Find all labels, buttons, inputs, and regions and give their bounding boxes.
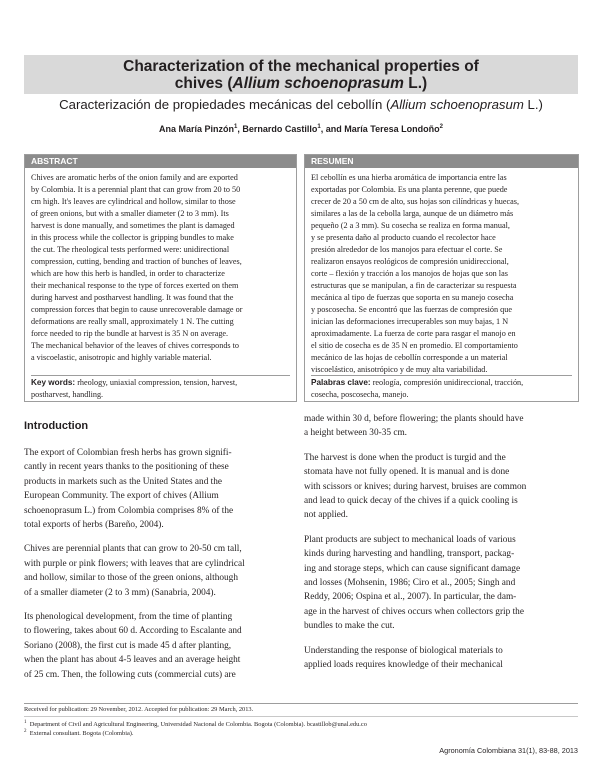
resumen-heading: RESUMEN: [305, 155, 578, 168]
resumen-divider: [311, 375, 572, 376]
body-line: a height between 30-35 cm.: [304, 428, 408, 439]
body-line: Soriano (2008), the first cut is made 45 d after planting,: [24, 640, 232, 651]
abstract-keywords: Key words: rheology, uniaxial compression, tension, harvest, postharvest, handling.: [31, 378, 238, 399]
abstract-line: which are how this herb is handled, in order to characterize: [31, 269, 225, 278]
body-line: kinds during harvesting and handling, transport, packag-: [304, 549, 515, 560]
resumen-line: pequeño (2 a 3 mm). Su cosecha se realiza en forma manual,: [311, 221, 510, 230]
abstract-line: compression, cutting, bending and traction of bunches of leaves,: [31, 257, 242, 266]
body-line: to flowering, takes about 60 d. According to Escalante and: [24, 626, 242, 637]
footnote-rule-2: [24, 716, 578, 717]
abstract-line: of green onions, but with a smaller diameter (2 to 3 mm). Its: [31, 209, 229, 218]
resumen-line: exportadas por Colombia. Es una planta perenne, que puede: [311, 185, 508, 194]
resumen-line: el sitio de cosecha es de 35 N en promedio. El comportamiento: [311, 341, 518, 350]
abstract-line: their mechanical response to the type of forces exerted on them: [31, 281, 239, 290]
resumen-line: aproximadamente. La fuerza de corte para rasgar el manojo en: [311, 329, 516, 338]
resumen-line: y se presenta daño al producto cuando el recolector hace: [311, 233, 496, 242]
spanish-subtitle: Caracterización de propiedades mecánicas del cebollín (Allium schoenoprasum L.): [59, 97, 543, 112]
body-line: Its phenological development, from the time of planting: [24, 612, 233, 623]
abstract-text: [31, 172, 289, 364]
body-line: of 25 cm. Then, the following cuts (commercial cuts) are: [24, 669, 236, 680]
body-line: of a smaller diameter (2 to 3 mm) (Sanabria, 2004).: [24, 587, 216, 598]
resumen-line: crecer de 20 a 50 cm de alto, sus hojas son cilíndricas y huecas,: [311, 197, 520, 206]
body-line: when the plant has about 4-5 leaves and an average height: [24, 655, 241, 666]
abstract-line: The mechanical behavior of the leaves of chives corresponds to: [31, 341, 240, 350]
abstract-line: during harvest and postharvest handling. It was found that the: [31, 293, 234, 302]
body-line: [304, 441, 578, 451]
resumen-line: y poscosecha. Se encontró que las fuerzas de compresión que: [311, 305, 512, 314]
abstract-divider: [31, 375, 290, 376]
body-line: Chives are perennial plants that can grow to 20-50 cm tall,: [24, 544, 242, 555]
body-line: bundles to make the cut.: [304, 621, 395, 632]
body-line: Plant products are subject to mechanical loads of various: [304, 534, 516, 545]
resumen-keywords: Palabras clave: reología, compresión unidireccional, tracción, cosecha, poscosecha, manejo.: [311, 378, 524, 399]
resumen-line: realizaron ensayos reológicos de compresión unidireccional,: [311, 257, 509, 266]
resumen-text: [311, 172, 573, 376]
body-line: applied loads requires knowledge of their mechanical: [304, 660, 503, 671]
body-line: total exports of herbs (Bareño, 2004).: [24, 520, 164, 531]
abstract-line: in this process while the collector is gripping bundles to make: [31, 233, 234, 242]
resumen-box: [304, 154, 579, 402]
body-line: with scissors or knives; during harvest, bruises are common: [304, 481, 527, 492]
abstract-heading: ABSTRACT: [25, 155, 296, 168]
resumen-line: viscoelástico, anisotrópico y de muy alta variabilidad.: [311, 365, 488, 374]
footnote-rule: [24, 703, 578, 704]
abstract-line: Chives are aromatic herbs of the onion family and are exported: [31, 173, 238, 182]
body-line: Understanding the response of biological materials to: [304, 645, 503, 656]
resumen-line: corte – flexión y tracción a los manojos de hojas que son las: [311, 269, 508, 278]
abstract-line: the cut. The rheological tests performed were: unidirectional: [31, 245, 230, 254]
body-line: [24, 532, 294, 542]
body-line: The export of Colombian fresh herbs has grown signifi-: [24, 448, 232, 458]
title-line-2: chives (Allium schoenoprasum L.): [174, 75, 428, 92]
resumen-line: similares a las de la cebolla larga, aunque de un diámetro más: [311, 209, 514, 218]
body-line: made within 30 d, before flowering; the plants should have: [304, 414, 524, 424]
abstract-line: harvest is done manually, and sometimes the plant is damaged: [31, 221, 235, 230]
body-line: products in markets such as the United States and the: [24, 476, 223, 487]
body-line: age in the harvest of chives occurs when collectors grip the: [304, 606, 524, 617]
body-line: [304, 634, 578, 644]
body-line: and hollow, similar to those of the green onions, although: [24, 573, 238, 584]
body-line: [24, 600, 294, 610]
body-line: with purple or pink flowers; with leaves that are cylindrical: [24, 558, 245, 569]
footnote-2: $^2$ External consultant. Bogota (Colombia).: [24, 729, 134, 738]
body-line: stomata have not fully opened. It is manual and is done: [304, 467, 510, 478]
received-note: Received for publication: 29 November, 2012. Accepted for publication: 29 March, 2013.: [24, 706, 254, 713]
body-line: Reddy, 2006; Ospina et al., 2007). In particular, the dam-: [304, 592, 517, 603]
body-line: not applied.: [304, 510, 348, 521]
body-line: schoenoprasum L.) from Colombia comprises 8% of the: [24, 505, 234, 516]
title-line-1: Characterization of the mechanical properties of: [123, 58, 479, 75]
journal-footer: Agronomía Colombiana 31(1), 83-88, 2013: [439, 746, 578, 755]
resumen-line: mecánica al tipo de fuerzas que soporta en su manejo cosecha: [311, 293, 514, 302]
body-line: The harvest is done when the product is turgid and the: [304, 452, 506, 463]
resumen-line: estructuras que se manipulan, a fin de caracterizar su respuesta: [311, 281, 517, 290]
intro-left-column: [24, 446, 294, 682]
abstract-line: a viscoelastic, anisotropic and highly variable material.: [31, 353, 212, 362]
abstract-line: compression forces that begin to cause unrecoverable damage or: [31, 305, 243, 314]
body-line: and losses (Mohsenin, 1986; Ciro et al., 2005; Singh and: [304, 578, 516, 589]
abstract-line: cm high. It's leaves are cylindrical and hollow, similar to those: [31, 197, 236, 206]
body-line: cantly in recent years thanks to the positioning of these: [24, 462, 229, 473]
title-banner: [24, 55, 578, 94]
author-list: Ana María Pinzón$^1$, Bernardo Castillo$^1$, and María Teresa Londoño$^2$: [159, 124, 443, 134]
body-line: ing and storage steps, which can cause significant damage: [304, 563, 521, 574]
section-heading-introduction: Introduction: [24, 420, 89, 432]
body-line: and lead to quick decay of the chives if a quick cooling is: [304, 496, 518, 507]
resumen-line: mecánico de las hojas de cebollín corresponde a un material: [311, 353, 508, 362]
resumen-line: presión alrededor de los manojos para efectuar el corte. Se: [311, 245, 503, 254]
body-line: European Community. The export of chives (Allium: [24, 491, 219, 502]
abstract-line: force needed to rip the bundle at harvest is 35 N on average.: [31, 329, 229, 338]
resumen-line: inician las deformaciones irrecuperables son muy bajas, 1 N: [311, 317, 509, 326]
abstract-line: by Colombia. It is a perennial plant that can grow from 20 to 50: [31, 185, 241, 194]
abstract-box: [24, 154, 297, 402]
intro-right-column: [304, 412, 578, 673]
resumen-line: El cebollín es una hierba aromática de importancia entre las: [311, 173, 507, 182]
abstract-line: deformations are really small, approximately 1 N. The cutting: [31, 317, 234, 326]
body-line: [304, 523, 578, 533]
footnote-1: $^1$ Department of Civil and Agricultural Engineering, Universidad Nacional de Colombia. Bogota (Colombia). bcastillob@unal.edu.co: [24, 720, 367, 729]
